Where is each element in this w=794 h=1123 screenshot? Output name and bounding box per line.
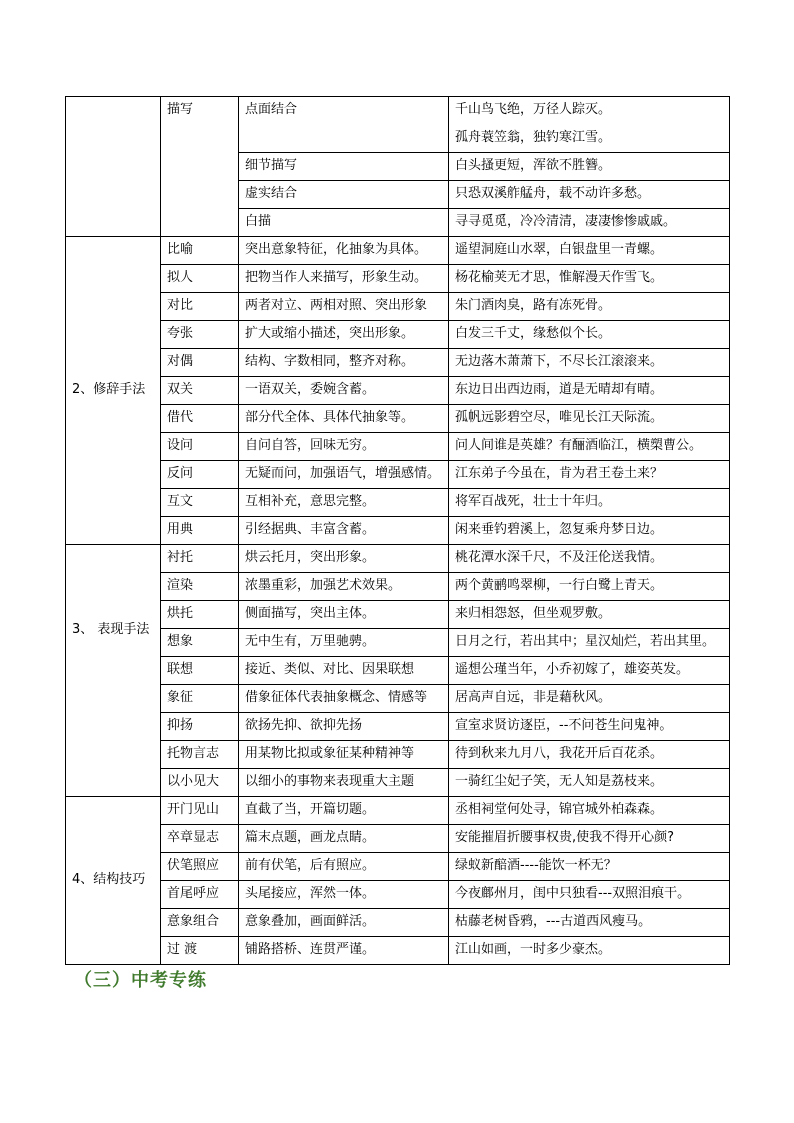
example-verse-cell <box>449 97 730 153</box>
table-row <box>66 265 730 293</box>
example-verse-cell: 枯藤老树昏鸦，---古道西风瘦马。 <box>449 909 730 937</box>
example-verse-cell: 无边落木萧萧下，不尽长江滚滚来。 <box>449 349 730 377</box>
technique-description-cell: 用某物比拟或象征某种精神等 <box>239 741 449 769</box>
category-cell <box>66 97 161 237</box>
example-verse-cell: 居高声自远，非是藉秋风。 <box>449 685 730 713</box>
example-verse-cell: 朱门酒肉臭，路有冻死骨。 <box>449 293 730 321</box>
technique-description-cell: 细节描写 <box>239 153 449 181</box>
table-row <box>66 797 730 825</box>
table-row <box>66 517 730 545</box>
example-verse-cell: 两个黄鹂鸣翠柳，一行白鹭上青天。 <box>449 573 730 601</box>
table-row <box>66 237 730 265</box>
example-verse-cell: 东边日出西边雨，道是无晴却有晴。 <box>449 377 730 405</box>
table-row <box>66 601 730 629</box>
example-verse: 白头搔更短，浑欲不胜簪。 <box>455 158 612 173</box>
technique-description-cell: 突出意象特征，化抽象为具体。 <box>239 237 449 265</box>
example-verse-cell: 遥望洞庭山水翠，白银盘里一青螺。 <box>449 237 730 265</box>
example-verse-cell <box>449 181 730 209</box>
table-row <box>66 825 730 853</box>
technique-description-cell: 接近、类似、对比、因果联想 <box>239 657 449 685</box>
table-row <box>66 937 730 965</box>
technique-description-cell: 以细小的事物来表现重大主题 <box>239 769 449 797</box>
technique-name-cell: 意象组合 <box>161 909 239 937</box>
table-row <box>66 545 730 573</box>
example-verse: 寻寻觅觅，冷冷清清，凄凄惨惨戚戚。 <box>455 214 677 229</box>
category-cell: 2、修辞手法 <box>66 237 161 545</box>
technique-name-cell: 伏笔照应 <box>161 853 239 881</box>
table-row <box>66 573 730 601</box>
example-verse: 孤舟蓑笠翁，独钓寒江雪。 <box>455 130 612 145</box>
technique-description-cell: 欲扬先抑、欲抑先扬 <box>239 713 449 741</box>
technique-name-cell: 开门见山 <box>161 797 239 825</box>
technique-description-cell: 头尾接应，浑然一体。 <box>239 881 449 909</box>
example-verse-cell: 白发三千丈，缘愁似个长。 <box>449 321 730 349</box>
technique-description-cell: 扩大或缩小描述，突出形象。 <box>239 321 449 349</box>
table-row <box>66 853 730 881</box>
technique-name-cell: 双关 <box>161 377 239 405</box>
technique-description-cell: 铺路搭桥、连贯严谨。 <box>239 937 449 965</box>
technique-description-cell: 无疑而问，加强语气，增强感情。 <box>239 461 449 489</box>
technique-description-cell: 浓墨重彩，加强艺术效果。 <box>239 573 449 601</box>
example-verse-cell: 桃花潭水深千尺，不及汪伦送我情。 <box>449 545 730 573</box>
technique-name-cell: 联想 <box>161 657 239 685</box>
example-verse-cell: 待到秋来九月八，我花开后百花杀。 <box>449 741 730 769</box>
technique-description-cell: 一语双关，委婉含蓄。 <box>239 377 449 405</box>
technique-name-cell: 夸张 <box>161 321 239 349</box>
technique-description-cell: 意象叠加，画面鲜活。 <box>239 909 449 937</box>
technique-description-cell: 篇末点题，画龙点睛。 <box>239 825 449 853</box>
example-verse-cell: 遥想公瑾当年，小乔初嫁了，雄姿英发。 <box>449 657 730 685</box>
table-row <box>66 713 730 741</box>
technique-name-cell: 托物言志 <box>161 741 239 769</box>
technique-description-cell: 引经据典、丰富含蓄。 <box>239 517 449 545</box>
example-verse-cell: 来归相怨怒，但坐观罗敷。 <box>449 601 730 629</box>
example-verse-cell: 闲来垂钓碧溪上，忽复乘舟梦日边。 <box>449 517 730 545</box>
technique-name-cell: 过 渡 <box>161 937 239 965</box>
technique-description-cell: 白描 <box>239 209 449 237</box>
example-verse-cell: 江东弟子今虽在，肯为君王卷土来？ <box>449 461 730 489</box>
technique-description-cell: 点面结合 <box>239 97 449 153</box>
technique-description-cell: 两者对立、两相对照、突出形象 <box>239 293 449 321</box>
technique-description-cell: 虚实结合 <box>239 181 449 209</box>
example-verse-cell: 安能摧眉折腰事权贵,使我不得开心颜? <box>449 825 730 853</box>
technique-name-cell: 反问 <box>161 461 239 489</box>
example-verse-cell: 孤帆远影碧空尽，唯见长江天际流。 <box>449 405 730 433</box>
table-row <box>66 405 730 433</box>
technique-description-cell: 无中生有，万里驰骋。 <box>239 629 449 657</box>
technique-name-cell: 抑扬 <box>161 713 239 741</box>
category-cell: 4、结构技巧 <box>66 797 161 965</box>
table-row <box>66 685 730 713</box>
table-row <box>66 97 730 153</box>
technique-name-cell: 借代 <box>161 405 239 433</box>
technique-description-cell: 自问自答，回味无穷。 <box>239 433 449 461</box>
technique-name-cell: 想象 <box>161 629 239 657</box>
technique-name-cell: 设问 <box>161 433 239 461</box>
technique-description-cell: 结构、字数相同，整齐对称。 <box>239 349 449 377</box>
technique-name-cell: 渲染 <box>161 573 239 601</box>
example-verse-cell <box>449 153 730 181</box>
example-verse-cell: 江山如画，一时多少豪杰。 <box>449 937 730 965</box>
technique-name-cell: 描写 <box>161 97 239 237</box>
example-verse-cell <box>449 209 730 237</box>
example-verse-cell: 绿蚁新醅酒----能饮一杯无？ <box>449 853 730 881</box>
technique-description-cell: 直截了当，开篇切题。 <box>239 797 449 825</box>
techniques-table-wrapper <box>65 96 729 965</box>
techniques-table <box>65 96 730 965</box>
technique-description-cell: 前有伏笔，后有照应。 <box>239 853 449 881</box>
technique-name-cell: 卒章显志 <box>161 825 239 853</box>
example-verse-cell: 今夜鄜州月，闺中只独看---双照泪痕干。 <box>449 881 730 909</box>
technique-name-cell: 首尾呼应 <box>161 881 239 909</box>
technique-description-cell: 烘云托月，突出形象。 <box>239 545 449 573</box>
table-row <box>66 377 730 405</box>
example-verse-cell: 日月之行，若出其中；星汉灿烂，若出其里。 <box>449 629 730 657</box>
example-verse-cell: 丞相祠堂何处寻，锦官城外柏森森。 <box>449 797 730 825</box>
table-row <box>66 293 730 321</box>
technique-name-cell: 对比 <box>161 293 239 321</box>
techniques-table-body <box>66 97 730 965</box>
table-row <box>66 629 730 657</box>
section-heading: （三）中考专练 <box>74 970 207 991</box>
table-row <box>66 881 730 909</box>
table-row <box>66 909 730 937</box>
technique-description-cell: 侧面描写，突出主体。 <box>239 601 449 629</box>
technique-name-cell: 用典 <box>161 517 239 545</box>
table-row <box>66 433 730 461</box>
table-row <box>66 489 730 517</box>
category-cell: 3、 表现手法 <box>66 545 161 797</box>
technique-name-cell: 烘托 <box>161 601 239 629</box>
example-verse: 只恐双溪舴艋舟，载不动许多愁。 <box>455 186 651 201</box>
table-row <box>66 321 730 349</box>
table-row <box>66 657 730 685</box>
technique-name-cell: 对偶 <box>161 349 239 377</box>
technique-name-cell: 衬托 <box>161 545 239 573</box>
technique-name-cell: 拟人 <box>161 265 239 293</box>
technique-description-cell: 借象征体代表抽象概念、情感等 <box>239 685 449 713</box>
table-row <box>66 349 730 377</box>
example-verse-cell: 宣室求贤访逐臣，--不问苍生问鬼神。 <box>449 713 730 741</box>
example-verse-cell: 问人间谁是英雄？有酾酒临江，横槊曹公。 <box>449 433 730 461</box>
example-verse-cell: 将军百战死，壮士十年归。 <box>449 489 730 517</box>
table-row <box>66 741 730 769</box>
technique-description-cell: 互相补充，意思完整。 <box>239 489 449 517</box>
technique-description-cell: 部分代全体、具体代抽象等。 <box>239 405 449 433</box>
table-row <box>66 769 730 797</box>
technique-name-cell: 象征 <box>161 685 239 713</box>
technique-name-cell: 互文 <box>161 489 239 517</box>
technique-description-cell: 把物当作人来描写，形象生动。 <box>239 265 449 293</box>
technique-name-cell: 比喻 <box>161 237 239 265</box>
example-verse: 千山鸟飞绝，万径人踪灭。 <box>455 102 612 117</box>
example-verse-cell: 一骑红尘妃子笑，无人知是荔枝来。 <box>449 769 730 797</box>
table-row <box>66 461 730 489</box>
technique-name-cell: 以小见大 <box>161 769 239 797</box>
example-verse-cell: 杨花榆荚无才思，惟解漫天作雪飞。 <box>449 265 730 293</box>
